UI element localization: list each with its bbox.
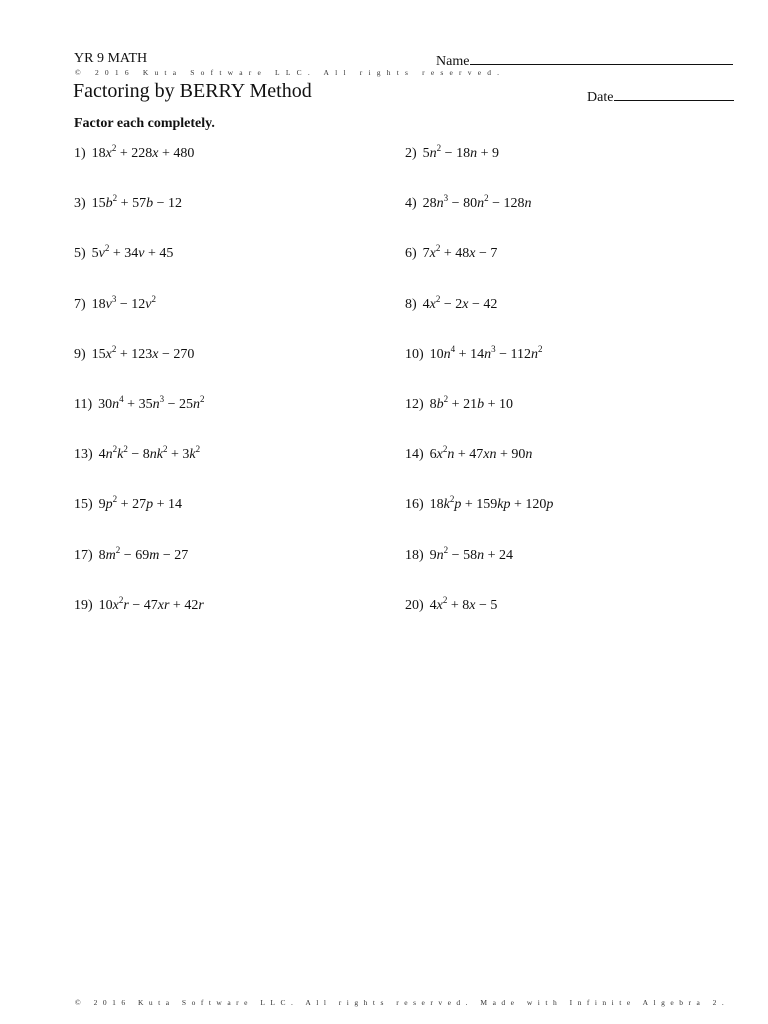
copyright-notice: © 2016 Kuta Software LLC. All rights reserved. [75,68,506,77]
problem-18 [405,544,513,564]
problem-12 [405,394,513,413]
problem-expression: $4n^2k^2 - 8nk^2 + 3k^2$ [98,444,201,463]
problem-19 [74,594,204,614]
problem-10 [405,343,543,363]
worksheet-title: Factoring by BERRY Method [73,80,312,102]
problem-number: 8) [405,296,417,312]
problem-number: 15) [74,497,93,513]
problem-expression: $10x^2r - 47xr + 42r$ [98,594,204,613]
problem-number: 19) [74,597,93,613]
problem-9 [74,343,195,363]
problem-number: 3) [74,196,86,212]
problem-expression: $18k^2p + 159kp + 120p$ [429,494,554,513]
problem-number: 14) [405,447,424,463]
date-blank-line[interactable] [614,87,734,101]
problem-expression: $8m^2 - 69m - 27$ [98,544,189,563]
problem-expression: $18v^3 - 12v^2$ [91,293,157,312]
problem-expression: $15x^2 + 123x - 270$ [91,343,195,362]
problem-number: 9) [74,346,86,362]
instructions: Factor each completely. [74,116,215,131]
course-label: YR 9 MATH [74,51,148,66]
problem-13 [74,444,201,463]
name-field[interactable] [436,51,733,70]
problem-number: 11) [74,397,93,412]
date-label: Date [587,90,614,105]
problem-expression: $8b^2 + 21b + 10$ [429,394,513,412]
problem-expression: $10n^4 + 14n^3 - 112n^2$ [429,343,543,362]
problem-11 [74,394,205,413]
problem-8 [405,293,498,313]
problem-number: 5) [74,246,86,262]
problem-expression: $18x^2 + 228x + 480$ [91,143,195,161]
problem-number: 20) [405,597,424,613]
problem-number: 12) [405,397,424,412]
problem-number: 13) [74,447,93,463]
problem-expression: $6x^2n + 47xn + 90n$ [429,444,533,463]
problem-number: 18) [405,547,424,563]
problem-15 [74,494,182,513]
problem-number: 17) [74,547,93,563]
problem-number: 2) [405,146,417,161]
problem-5 [74,243,174,262]
problem-expression: $4x^2 - 2x - 42$ [422,293,498,312]
problem-expression: $4x^2 + 8x - 5$ [429,594,498,613]
problem-number: 7) [74,296,86,312]
problem-expression: $30n^4 + 35n^3 - 25n^2$ [98,394,205,412]
problem-number: 1) [74,146,86,161]
problem-14 [405,444,533,463]
problem-16 [405,494,554,513]
problem-number: 10) [405,346,424,362]
problem-expression: $5n^2 - 18n + 9$ [422,143,499,161]
problem-6 [405,243,498,262]
problem-20 [405,594,498,614]
footer-copyright: © 2016 Kuta Software LLC. All rights reserved. Made with Infinite Algebra 2. [75,998,730,1007]
problem-number: 4) [405,196,417,212]
problem-1 [74,143,195,162]
problem-3 [74,193,182,212]
problem-expression: $28n^3 - 80n^2 - 128n$ [422,193,532,212]
date-field[interactable] [587,87,734,106]
problem-number: 16) [405,497,424,513]
problem-expression: $9n^2 - 58n + 24$ [429,544,513,563]
problem-7 [74,293,157,313]
problem-4 [405,193,532,212]
problem-expression: $15b^2 + 57b - 12$ [91,193,182,212]
problem-number: 6) [405,246,417,262]
problem-2 [405,143,499,162]
name-blank-line[interactable] [470,51,733,65]
problem-expression: $5v^2 + 34v + 45$ [91,243,174,262]
problem-expression: $9p^2 + 27p + 14$ [98,494,182,513]
problem-17 [74,544,189,564]
problem-expression: $7x^2 + 48x - 7$ [422,243,498,262]
name-label: Name [436,54,470,69]
